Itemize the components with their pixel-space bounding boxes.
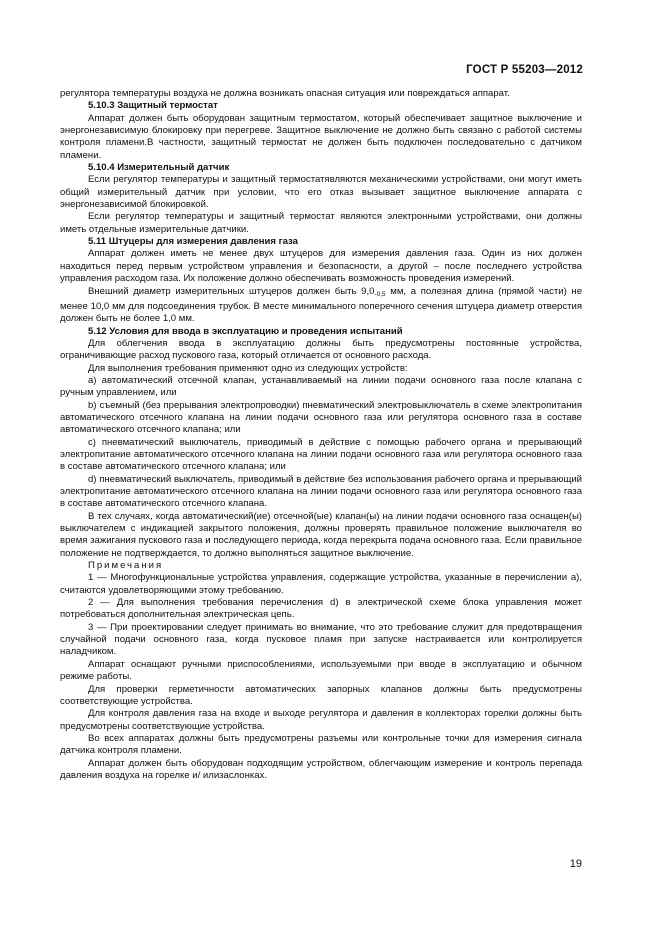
section-heading-5-10-4: 5.10.4 Измерительный датчик	[88, 162, 230, 174]
paragraph-diameter: Внешний диаметр измерительных штуцеров должен быть $9,0_{-0,5}$ мм, а полезная длина (прямой части) не менее 10,0 мм для подсоединения трубок. В месте минимального поперечного сечения штуцера диаметр отверстия должен быть не более 1,0 мм.	[60, 285, 583, 325]
section-heading-5-12: 5.12 Условия для ввода в эксплуатацию и проведения испытаний	[88, 325, 403, 337]
tolerance-subscript: -0,5	[374, 290, 386, 298]
list-item-c: c) пневматический выключатель, приводимый в действие с помощью рабочего органа и прерывающий электропитание автоматического отсечного клапана на линии подачи основного газа или регулятора основного газа в составе автоматического отсечного клапана; или	[60, 436, 582, 473]
paragraph: Если регулятор температуры и защитный термостат являются электронными устройствами, они должны иметь отдельные измерительные датчики.	[60, 211, 582, 235]
paragraph: Если регулятор температуры и защитный термостатявляются механическими устройствами, они могут иметь общий измерительный датчик при условии, что его отказ вызывает защитное выключение аппарата с энергонезависимой блокировкой.	[60, 174, 582, 211]
paragraph: Аппарат оснащают ручными приспособлениями, используемыми при вводе в эксплуатацию и обычном режиме работы.	[60, 658, 582, 683]
paragraph-continuation: регулятора температуры воздуха не должна возникать опасная ситуация или повреждаться аппарат.	[60, 88, 510, 99]
paragraph: Аппарат должен иметь не менее двух штуцеров для измерения давления газа. Один из них должен находиться перед первым устройством управления и безопасности, а другой – после последнего устройства управления расходом газа. Их положение должно обеспечивать возможность проведения измерений.	[60, 248, 582, 285]
note-3: 3 — При проектировании следует принимать во внимание, что это требование служит для предотвращения случайной подачи основного газа, когда пусковое пламя при запуске настраивается или контролируется наладчиком.	[60, 621, 582, 658]
note-1: 1 — Многофункциональные устройства управления, содержащие устройства, указанные в перечислении а), считаются удовлетворяющими этому требованию.	[60, 572, 582, 596]
note-2: 2 — Для выполнения требования перечисления d) в электрической схеме блока управления может потребоваться дополнительная электрическая цепь.	[60, 597, 582, 621]
list-item-a: а) автоматический отсечной клапан, устанавливаемый на линии подачи основного газа после клапана с ручным управлением, или	[60, 374, 582, 399]
paragraph: В тех случаях, когда автоматический(ие) отсечной(ые) клапан(ы) на линии подачи основного газа оснащен(ы) выключателем с индикацией закрытого положения, должны проверять правильное положение выключателя во время зажигания пускового газа и последующего периода, когда перекрыта подача основного газа. Если правильное положение не подтверждается, то должно выполняться защитное выключение.	[60, 510, 582, 559]
list-item-d: d) пневматический выключатель, приводимый в действие без использования рабочего органа и прерывающий электропитание автоматического отсечного клапана на линии подачи основного газа или регулятора основного газа в составе автоматического отсечного клапана.	[60, 473, 582, 510]
section-heading-5-11: 5.11 Штуцеры для измерения давления газа	[88, 236, 298, 248]
paragraph: Для облегчения ввода в эксплуатацию должны быть предусмотрены постоянные устройства, ограничивающие расход пускового газа, который отличается от основного расхода.	[60, 337, 582, 362]
list-item-b: b) съемный (без прерывания электропроводки) пневматический электровыключатель в схеме электропитания автоматического отсечного клапана на линии подачи основного газа или регулятора основного газа в составе автоматического отсечного клапана; или	[60, 399, 582, 436]
paragraph: Аппарат должен быть оборудован подходящим устройством, облегчающим измерение и контроль перепада давления воздуха на горелке и/ илизаслонках.	[60, 757, 582, 781]
page-number: 19	[569, 858, 582, 870]
paragraph: Для проверки герметичности автоматических запорных клапанов должны быть предусмотрены соответствующие устройства.	[60, 683, 582, 707]
section-heading-5-10-3: 5.10.3 Защитный термостат	[88, 100, 218, 112]
paragraph: Аппарат должен быть оборудован защитным термостатом, который обеспечивает защитное выключение и энергонезависимую блокировку при перегреве. Защитное выключение не должно быть связано с работой системы контроля пламени.В частности, защитный термостат не должен быть подключен последовательно с датчиком пламени.	[60, 112, 582, 161]
document-body	[60, 88, 582, 782]
standard-number-header: ГОСТ Р 55203—2012	[466, 64, 583, 76]
paragraph: Для контроля давления газа на входе и выходе регулятора и давления в коллекторах горелки должны быть предусмотрены соответствующие устройства.	[60, 708, 582, 732]
paragraph: Во всех аппаратах должны быть предусмотрены разъемы или контрольные точки для измерения сигнала датчика контроля пламени.	[60, 732, 582, 757]
notes-heading: Примечания	[88, 560, 164, 572]
paragraph: Для выполнения требования применяют одно из следующих устройств:	[88, 362, 408, 374]
